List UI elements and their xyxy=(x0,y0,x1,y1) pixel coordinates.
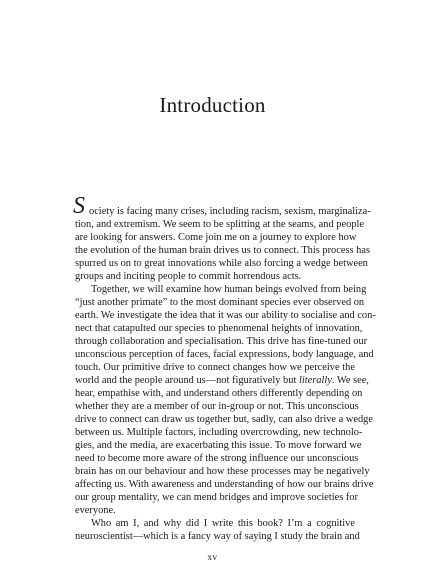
body-line: gies, and the media, are exacerbating this issue. To move forward we xyxy=(75,440,362,451)
body-line: touch. Our primitive drive to connect changes how we perceive the xyxy=(75,362,355,373)
body-line: need to become more aware of the strong influence our unconscious xyxy=(75,453,359,464)
body-line: Who am I, and why did I write this book? I’m a cognitive xyxy=(91,518,355,529)
body-line: between us. Multiple factors, including overcrowding, new technolo- xyxy=(75,427,363,438)
chapter-title: Introduction xyxy=(159,93,266,117)
body-line: neuroscientist—which is a fancy way of saying I study the brain and xyxy=(75,531,360,542)
body-line: Together, we will examine how human beings evolved from being xyxy=(91,284,367,295)
body-line: tion, and extremism. We seem to be splitting at the seams, and people xyxy=(75,219,364,230)
body-line: brain has on our behaviour and how these processes may be negatively xyxy=(75,466,370,477)
body-line: everyone. xyxy=(75,505,116,516)
body-line: the evolution of the human brain drives us to connect. This process has xyxy=(75,245,371,256)
page-number: xv xyxy=(207,552,218,562)
body-line: spurred us on to great innovations while also forcing a wedge between xyxy=(75,258,368,269)
body-line: through collaboration and specialisation. This drive has fine-tuned our xyxy=(75,336,368,347)
body-line: “just another primate” to the most dominant species ever observed on xyxy=(75,297,365,308)
body-line: our group mentality, we can mend bridges and improve societies for xyxy=(75,492,358,503)
body-line: drive to connect can draw us together but, sadly, can also drive a wedge xyxy=(75,414,373,425)
body-line: are looking for answers. Come join me on a journey to explore how xyxy=(75,232,357,243)
emphasis-text: literally xyxy=(298,375,332,386)
body-line: hear, empathise with, and understand others differently depending on xyxy=(75,388,363,399)
body-line: unconscious perception of faces, facial expressions, body language, and xyxy=(75,349,374,360)
body-line: nect that catapulted our species to phenomenal heights of innovation, xyxy=(75,323,363,334)
body-line: ociety is facing many crises, including racism, sexism, marginaliza- xyxy=(89,206,371,217)
body-line: whether they are a member of our in-group or not. This unconscious xyxy=(75,401,359,412)
body-line: world and the people around us—not figuratively but literally. We see, xyxy=(75,375,369,386)
body-line: affecting us. With awareness and understanding of how our brains drive xyxy=(75,479,374,490)
drop-cap: S xyxy=(73,193,85,219)
body-line: earth. We investigate the idea that it was our ability to socialise and con- xyxy=(75,310,376,321)
body-line: groups and inciting people to commit horrendous acts. xyxy=(75,271,302,282)
